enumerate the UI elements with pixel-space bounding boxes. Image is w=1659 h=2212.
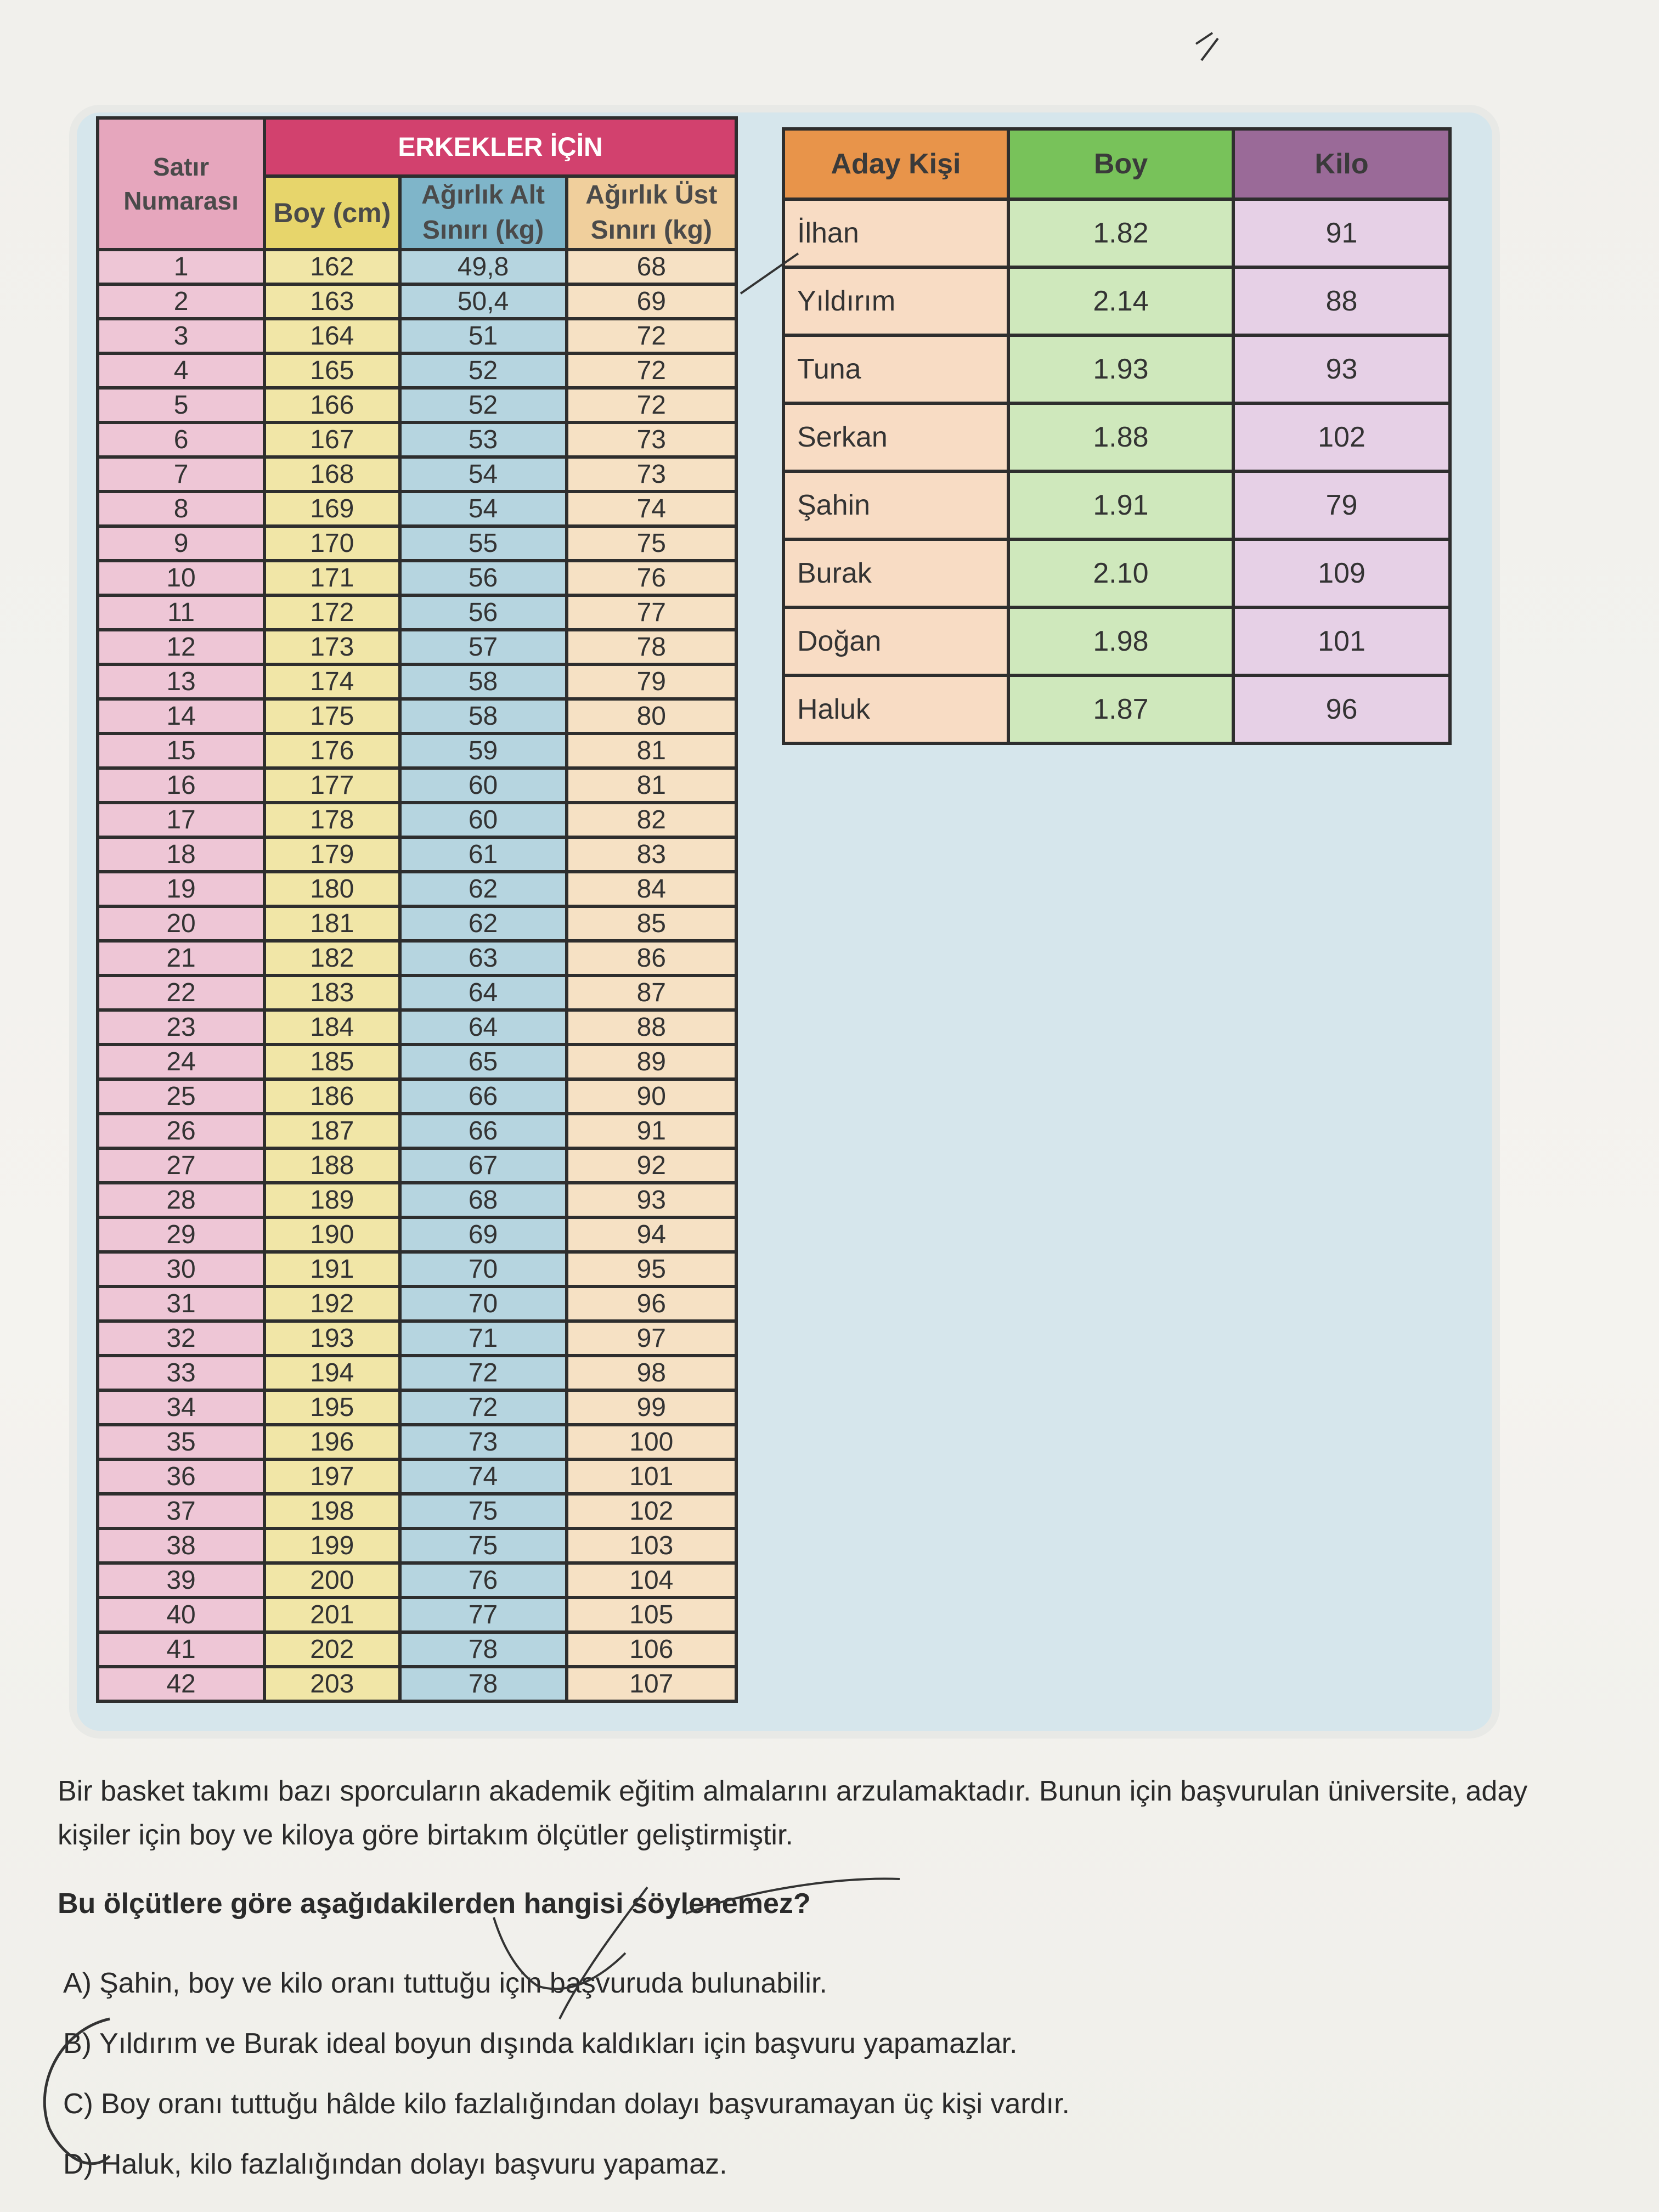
row-number-cell: 29 bbox=[98, 1217, 264, 1252]
table-row bbox=[98, 1425, 736, 1459]
weight-lower-cell: 59 bbox=[400, 733, 567, 768]
table-row bbox=[98, 1356, 736, 1390]
row-number-cell: 41 bbox=[98, 1632, 264, 1667]
table-row bbox=[98, 388, 736, 422]
row-number-cell: 32 bbox=[98, 1321, 264, 1356]
candidate-weight-cell: 102 bbox=[1233, 403, 1450, 471]
row-number-cell: 2 bbox=[98, 284, 264, 319]
weight-upper-cell: 78 bbox=[567, 630, 736, 664]
table-row bbox=[98, 630, 736, 664]
candidate-height-cell: 1.98 bbox=[1008, 607, 1233, 675]
candidate-name-cell: Yıldırım bbox=[783, 267, 1008, 335]
table-row bbox=[98, 906, 736, 941]
table-row bbox=[783, 199, 1450, 267]
candidate-weight-cell: 79 bbox=[1233, 471, 1450, 539]
row-number-cell: 39 bbox=[98, 1563, 264, 1598]
weight-upper-cell: 105 bbox=[567, 1598, 736, 1632]
option-letter: A) bbox=[63, 1967, 92, 1999]
weight-upper-cell: 75 bbox=[567, 526, 736, 561]
weight-lower-cell: 57 bbox=[400, 630, 567, 664]
weight-upper-cell: 84 bbox=[567, 872, 736, 906]
height-cell: 174 bbox=[264, 664, 399, 699]
weight-lower-cell: 72 bbox=[400, 1356, 567, 1390]
table-row bbox=[98, 1563, 736, 1598]
row-number-cell: 12 bbox=[98, 630, 264, 664]
row-number-cell: 37 bbox=[98, 1494, 264, 1528]
height-cell: 178 bbox=[264, 803, 399, 837]
weight-upper-cell: 72 bbox=[567, 353, 736, 388]
weight-lower-cell: 70 bbox=[400, 1252, 567, 1286]
row-number-cell: 1 bbox=[98, 250, 264, 284]
row-number-cell: 38 bbox=[98, 1528, 264, 1563]
row-number-cell: 35 bbox=[98, 1425, 264, 1459]
row-number-cell: 26 bbox=[98, 1114, 264, 1148]
weight-lower-cell: 77 bbox=[400, 1598, 567, 1632]
weight-criteria-body bbox=[98, 250, 736, 1701]
table-row bbox=[783, 335, 1450, 403]
height-cell: 184 bbox=[264, 1010, 399, 1045]
height-cell: 194 bbox=[264, 1356, 399, 1390]
table-row bbox=[98, 1390, 736, 1425]
table-row bbox=[98, 1010, 736, 1045]
candidate-table bbox=[782, 127, 1452, 745]
table-row bbox=[98, 422, 736, 457]
weight-lower-cell: 60 bbox=[400, 768, 567, 803]
weight-lower-cell: 58 bbox=[400, 699, 567, 733]
row-number-cell: 10 bbox=[98, 561, 264, 595]
height-cell: 189 bbox=[264, 1183, 399, 1217]
row-number-cell: 31 bbox=[98, 1286, 264, 1321]
table-row bbox=[98, 699, 736, 733]
height-cell: 179 bbox=[264, 837, 399, 872]
table-row bbox=[98, 941, 736, 975]
height-cell: 164 bbox=[264, 319, 399, 353]
table-row bbox=[98, 1045, 736, 1079]
weight-lower-cell: 53 bbox=[400, 422, 567, 457]
row-number-cell: 18 bbox=[98, 837, 264, 872]
candidate-weight-cell: 88 bbox=[1233, 267, 1450, 335]
candidate-height-cell: 1.88 bbox=[1008, 403, 1233, 471]
weight-upper-cell: 73 bbox=[567, 457, 736, 492]
row-number-cell: 3 bbox=[98, 319, 264, 353]
weight-upper-cell: 102 bbox=[567, 1494, 736, 1528]
candidate-weight-cell: 93 bbox=[1233, 335, 1450, 403]
height-cell: 176 bbox=[264, 733, 399, 768]
weight-upper-cell: 72 bbox=[567, 319, 736, 353]
question-intro: Bir basket takımı bazı sporcuların akademik eğitim almalarını arzulamaktadır. Bunun için başvurulan üniversite, aday kişiler için boy ve kiloya göre birtakım ölçütler geliştirmiştir. bbox=[58, 1775, 1528, 1851]
height-cell: 188 bbox=[264, 1148, 399, 1183]
table-row bbox=[98, 803, 736, 837]
table-row bbox=[783, 675, 1450, 743]
row-number-cell: 23 bbox=[98, 1010, 264, 1045]
height-cell: 185 bbox=[264, 1045, 399, 1079]
row-number-cell: 15 bbox=[98, 733, 264, 768]
candidate-height-cell: 1.82 bbox=[1008, 199, 1233, 267]
table-row bbox=[98, 353, 736, 388]
table-row bbox=[98, 837, 736, 872]
table-row bbox=[98, 872, 736, 906]
weight-criteria-table bbox=[96, 116, 738, 1703]
table-row bbox=[98, 1459, 736, 1494]
row-number-cell: 4 bbox=[98, 353, 264, 388]
weight-upper-cell: 96 bbox=[567, 1286, 736, 1321]
table-row bbox=[98, 284, 736, 319]
height-cell: 186 bbox=[264, 1079, 399, 1114]
header-weight-lower: Ağırlık Alt Sınırı (kg) bbox=[400, 176, 567, 250]
height-cell: 182 bbox=[264, 941, 399, 975]
weight-lower-cell: 56 bbox=[400, 595, 567, 630]
header-weight: Kilo bbox=[1233, 129, 1450, 199]
option-text: Boy oranı tuttuğu hâlde kilo fazlalığından dolayı başvuramayan üç kişi vardır. bbox=[100, 2088, 1070, 2120]
weight-upper-cell: 82 bbox=[567, 803, 736, 837]
row-number-cell: 27 bbox=[98, 1148, 264, 1183]
height-cell: 168 bbox=[264, 457, 399, 492]
table-row bbox=[783, 607, 1450, 675]
option-letter: B) bbox=[63, 2028, 92, 2059]
weight-lower-cell: 74 bbox=[400, 1459, 567, 1494]
height-cell: 172 bbox=[264, 595, 399, 630]
height-cell: 180 bbox=[264, 872, 399, 906]
table-row bbox=[783, 267, 1450, 335]
row-number-cell: 36 bbox=[98, 1459, 264, 1494]
height-cell: 193 bbox=[264, 1321, 399, 1356]
height-cell: 169 bbox=[264, 492, 399, 526]
table-row bbox=[98, 1183, 736, 1217]
row-number-cell: 34 bbox=[98, 1390, 264, 1425]
row-number-cell: 8 bbox=[98, 492, 264, 526]
weight-lower-cell: 50,4 bbox=[400, 284, 567, 319]
weight-upper-cell: 87 bbox=[567, 975, 736, 1010]
row-number-cell: 5 bbox=[98, 388, 264, 422]
option-d[interactable] bbox=[63, 2148, 727, 2181]
weight-upper-cell: 79 bbox=[567, 664, 736, 699]
weight-lower-cell: 52 bbox=[400, 353, 567, 388]
height-cell: 171 bbox=[264, 561, 399, 595]
weight-upper-cell: 69 bbox=[567, 284, 736, 319]
table-row bbox=[98, 595, 736, 630]
height-cell: 203 bbox=[264, 1667, 399, 1701]
weight-upper-cell: 103 bbox=[567, 1528, 736, 1563]
height-cell: 175 bbox=[264, 699, 399, 733]
candidate-weight-cell: 91 bbox=[1233, 199, 1450, 267]
height-cell: 195 bbox=[264, 1390, 399, 1425]
table-row bbox=[98, 1252, 736, 1286]
table-row bbox=[98, 561, 736, 595]
option-text: Yıldırım ve Burak ideal boyun dışında kaldıkları için başvuru yapamazlar. bbox=[99, 2028, 1018, 2059]
row-number-cell: 42 bbox=[98, 1667, 264, 1701]
row-number-cell: 40 bbox=[98, 1598, 264, 1632]
weight-lower-cell: 71 bbox=[400, 1321, 567, 1356]
weight-upper-cell: 92 bbox=[567, 1148, 736, 1183]
candidate-height-cell: 2.10 bbox=[1008, 539, 1233, 607]
weight-lower-cell: 54 bbox=[400, 457, 567, 492]
weight-lower-cell: 64 bbox=[400, 975, 567, 1010]
table-row bbox=[98, 1079, 736, 1114]
table-row bbox=[98, 733, 736, 768]
row-number-cell: 11 bbox=[98, 595, 264, 630]
height-cell: 177 bbox=[264, 768, 399, 803]
height-cell: 192 bbox=[264, 1286, 399, 1321]
weight-upper-cell: 100 bbox=[567, 1425, 736, 1459]
row-number-cell: 14 bbox=[98, 699, 264, 733]
row-number-cell: 16 bbox=[98, 768, 264, 803]
weight-upper-cell: 106 bbox=[567, 1632, 736, 1667]
height-cell: 197 bbox=[264, 1459, 399, 1494]
weight-upper-cell: 88 bbox=[567, 1010, 736, 1045]
weight-lower-cell: 75 bbox=[400, 1494, 567, 1528]
weight-lower-cell: 55 bbox=[400, 526, 567, 561]
candidate-name-cell: Serkan bbox=[783, 403, 1008, 471]
table-row bbox=[98, 1632, 736, 1667]
row-number-cell: 7 bbox=[98, 457, 264, 492]
weight-upper-cell: 81 bbox=[567, 768, 736, 803]
candidate-weight-cell: 109 bbox=[1233, 539, 1450, 607]
height-cell: 191 bbox=[264, 1252, 399, 1286]
weight-lower-cell: 68 bbox=[400, 1183, 567, 1217]
row-number-cell: 28 bbox=[98, 1183, 264, 1217]
option-a[interactable] bbox=[63, 1967, 827, 2000]
weight-lower-cell: 72 bbox=[400, 1390, 567, 1425]
header-row-number: Satır Numarası bbox=[98, 118, 264, 250]
weight-upper-cell: 85 bbox=[567, 906, 736, 941]
weight-lower-cell: 49,8 bbox=[400, 250, 567, 284]
weight-lower-cell: 70 bbox=[400, 1286, 567, 1321]
weight-upper-cell: 98 bbox=[567, 1356, 736, 1390]
weight-upper-cell: 74 bbox=[567, 492, 736, 526]
option-letter: D) bbox=[63, 2148, 93, 2180]
candidate-weight-cell: 101 bbox=[1233, 607, 1450, 675]
height-cell: 201 bbox=[264, 1598, 399, 1632]
row-number-cell: 13 bbox=[98, 664, 264, 699]
height-cell: 199 bbox=[264, 1528, 399, 1563]
height-cell: 166 bbox=[264, 388, 399, 422]
weight-lower-cell: 78 bbox=[400, 1632, 567, 1667]
weight-upper-cell: 86 bbox=[567, 941, 736, 975]
option-b[interactable] bbox=[63, 2027, 1018, 2060]
row-number-cell: 22 bbox=[98, 975, 264, 1010]
option-text: Şahin, boy ve kilo oranı tuttuğu için başvuruda bulunabilir. bbox=[99, 1967, 827, 1999]
weight-upper-cell: 101 bbox=[567, 1459, 736, 1494]
weight-lower-cell: 65 bbox=[400, 1045, 567, 1079]
table-row bbox=[98, 492, 736, 526]
row-number-cell: 24 bbox=[98, 1045, 264, 1079]
candidate-name-cell: Burak bbox=[783, 539, 1008, 607]
weight-upper-cell: 97 bbox=[567, 1321, 736, 1356]
weight-upper-cell: 90 bbox=[567, 1079, 736, 1114]
weight-lower-cell: 73 bbox=[400, 1425, 567, 1459]
weight-upper-cell: 107 bbox=[567, 1667, 736, 1701]
table-row bbox=[98, 1667, 736, 1701]
candidate-height-cell: 1.87 bbox=[1008, 675, 1233, 743]
weight-lower-cell: 58 bbox=[400, 664, 567, 699]
table-row bbox=[98, 664, 736, 699]
table-row bbox=[98, 1528, 736, 1563]
weight-upper-cell: 73 bbox=[567, 422, 736, 457]
option-c[interactable] bbox=[63, 2087, 1070, 2120]
weight-upper-cell: 93 bbox=[567, 1183, 736, 1217]
question-stem: Bu ölçütlere göre aşağıdakilerden hangisi söylenemez? bbox=[58, 1888, 811, 1920]
weight-upper-cell: 104 bbox=[567, 1563, 736, 1598]
height-cell: 167 bbox=[264, 422, 399, 457]
weight-upper-cell: 83 bbox=[567, 837, 736, 872]
table-row bbox=[783, 403, 1450, 471]
weight-upper-cell: 77 bbox=[567, 595, 736, 630]
table-row bbox=[98, 1321, 736, 1356]
candidate-height-cell: 1.91 bbox=[1008, 471, 1233, 539]
table-row bbox=[98, 1114, 736, 1148]
row-number-cell: 21 bbox=[98, 941, 264, 975]
weight-lower-cell: 75 bbox=[400, 1528, 567, 1563]
table-row bbox=[98, 1286, 736, 1321]
candidate-name-cell: Tuna bbox=[783, 335, 1008, 403]
weight-upper-cell: 76 bbox=[567, 561, 736, 595]
table-row bbox=[98, 975, 736, 1010]
weight-upper-cell: 99 bbox=[567, 1390, 736, 1425]
table-row bbox=[98, 250, 736, 284]
candidate-name-cell: İlhan bbox=[783, 199, 1008, 267]
weight-lower-cell: 62 bbox=[400, 872, 567, 906]
row-number-cell: 30 bbox=[98, 1252, 264, 1286]
height-cell: 163 bbox=[264, 284, 399, 319]
header-candidate: Aday Kişi bbox=[783, 129, 1008, 199]
row-number-cell: 20 bbox=[98, 906, 264, 941]
weight-upper-cell: 95 bbox=[567, 1252, 736, 1286]
weight-lower-cell: 54 bbox=[400, 492, 567, 526]
weight-upper-cell: 68 bbox=[567, 250, 736, 284]
candidate-height-cell: 1.93 bbox=[1008, 335, 1233, 403]
weight-lower-cell: 60 bbox=[400, 803, 567, 837]
weight-upper-cell: 81 bbox=[567, 733, 736, 768]
candidate-name-cell: Doğan bbox=[783, 607, 1008, 675]
candidate-height-cell: 2.14 bbox=[1008, 267, 1233, 335]
table-row bbox=[98, 1217, 736, 1252]
height-cell: 181 bbox=[264, 906, 399, 941]
table-row bbox=[98, 457, 736, 492]
height-cell: 190 bbox=[264, 1217, 399, 1252]
row-number-cell: 25 bbox=[98, 1079, 264, 1114]
height-cell: 196 bbox=[264, 1425, 399, 1459]
weight-lower-cell: 52 bbox=[400, 388, 567, 422]
table-row bbox=[98, 319, 736, 353]
candidate-weight-cell: 96 bbox=[1233, 675, 1450, 743]
height-cell: 170 bbox=[264, 526, 399, 561]
weight-upper-cell: 91 bbox=[567, 1114, 736, 1148]
candidate-name-cell: Haluk bbox=[783, 675, 1008, 743]
weight-lower-cell: 69 bbox=[400, 1217, 567, 1252]
table-row bbox=[98, 1494, 736, 1528]
table-row bbox=[783, 539, 1450, 607]
row-number-cell: 6 bbox=[98, 422, 264, 457]
table-row bbox=[98, 768, 736, 803]
candidate-body bbox=[783, 199, 1450, 743]
weight-lower-cell: 64 bbox=[400, 1010, 567, 1045]
height-cell: 183 bbox=[264, 975, 399, 1010]
option-text: Haluk, kilo fazlalığından dolayı başvuru yapamaz. bbox=[100, 2148, 727, 2180]
weight-lower-cell: 62 bbox=[400, 906, 567, 941]
header-weight-upper: Ağırlık Üst Sınırı (kg) bbox=[567, 176, 736, 250]
candidate-name-cell: Şahin bbox=[783, 471, 1008, 539]
weight-lower-cell: 67 bbox=[400, 1148, 567, 1183]
weight-lower-cell: 76 bbox=[400, 1563, 567, 1598]
header-group-title: ERKEKLER İÇİN bbox=[264, 118, 736, 176]
height-cell: 173 bbox=[264, 630, 399, 664]
height-cell: 198 bbox=[264, 1494, 399, 1528]
header-height: Boy bbox=[1008, 129, 1233, 199]
height-cell: 200 bbox=[264, 1563, 399, 1598]
weight-lower-cell: 56 bbox=[400, 561, 567, 595]
table-row bbox=[98, 1598, 736, 1632]
table-row bbox=[98, 1148, 736, 1183]
weight-lower-cell: 51 bbox=[400, 319, 567, 353]
row-number-cell: 17 bbox=[98, 803, 264, 837]
weight-lower-cell: 78 bbox=[400, 1667, 567, 1701]
weight-upper-cell: 72 bbox=[567, 388, 736, 422]
row-number-cell: 33 bbox=[98, 1356, 264, 1390]
weight-lower-cell: 66 bbox=[400, 1079, 567, 1114]
weight-upper-cell: 89 bbox=[567, 1045, 736, 1079]
option-letter: C) bbox=[63, 2088, 93, 2120]
header-boy: Boy (cm) bbox=[264, 176, 399, 250]
table-row bbox=[783, 471, 1450, 539]
row-number-cell: 9 bbox=[98, 526, 264, 561]
table-row bbox=[98, 526, 736, 561]
row-number-cell: 19 bbox=[98, 872, 264, 906]
weight-lower-cell: 63 bbox=[400, 941, 567, 975]
weight-upper-cell: 94 bbox=[567, 1217, 736, 1252]
weight-upper-cell: 80 bbox=[567, 699, 736, 733]
weight-lower-cell: 61 bbox=[400, 837, 567, 872]
height-cell: 162 bbox=[264, 250, 399, 284]
height-cell: 187 bbox=[264, 1114, 399, 1148]
weight-lower-cell: 66 bbox=[400, 1114, 567, 1148]
height-cell: 202 bbox=[264, 1632, 399, 1667]
height-cell: 165 bbox=[264, 353, 399, 388]
